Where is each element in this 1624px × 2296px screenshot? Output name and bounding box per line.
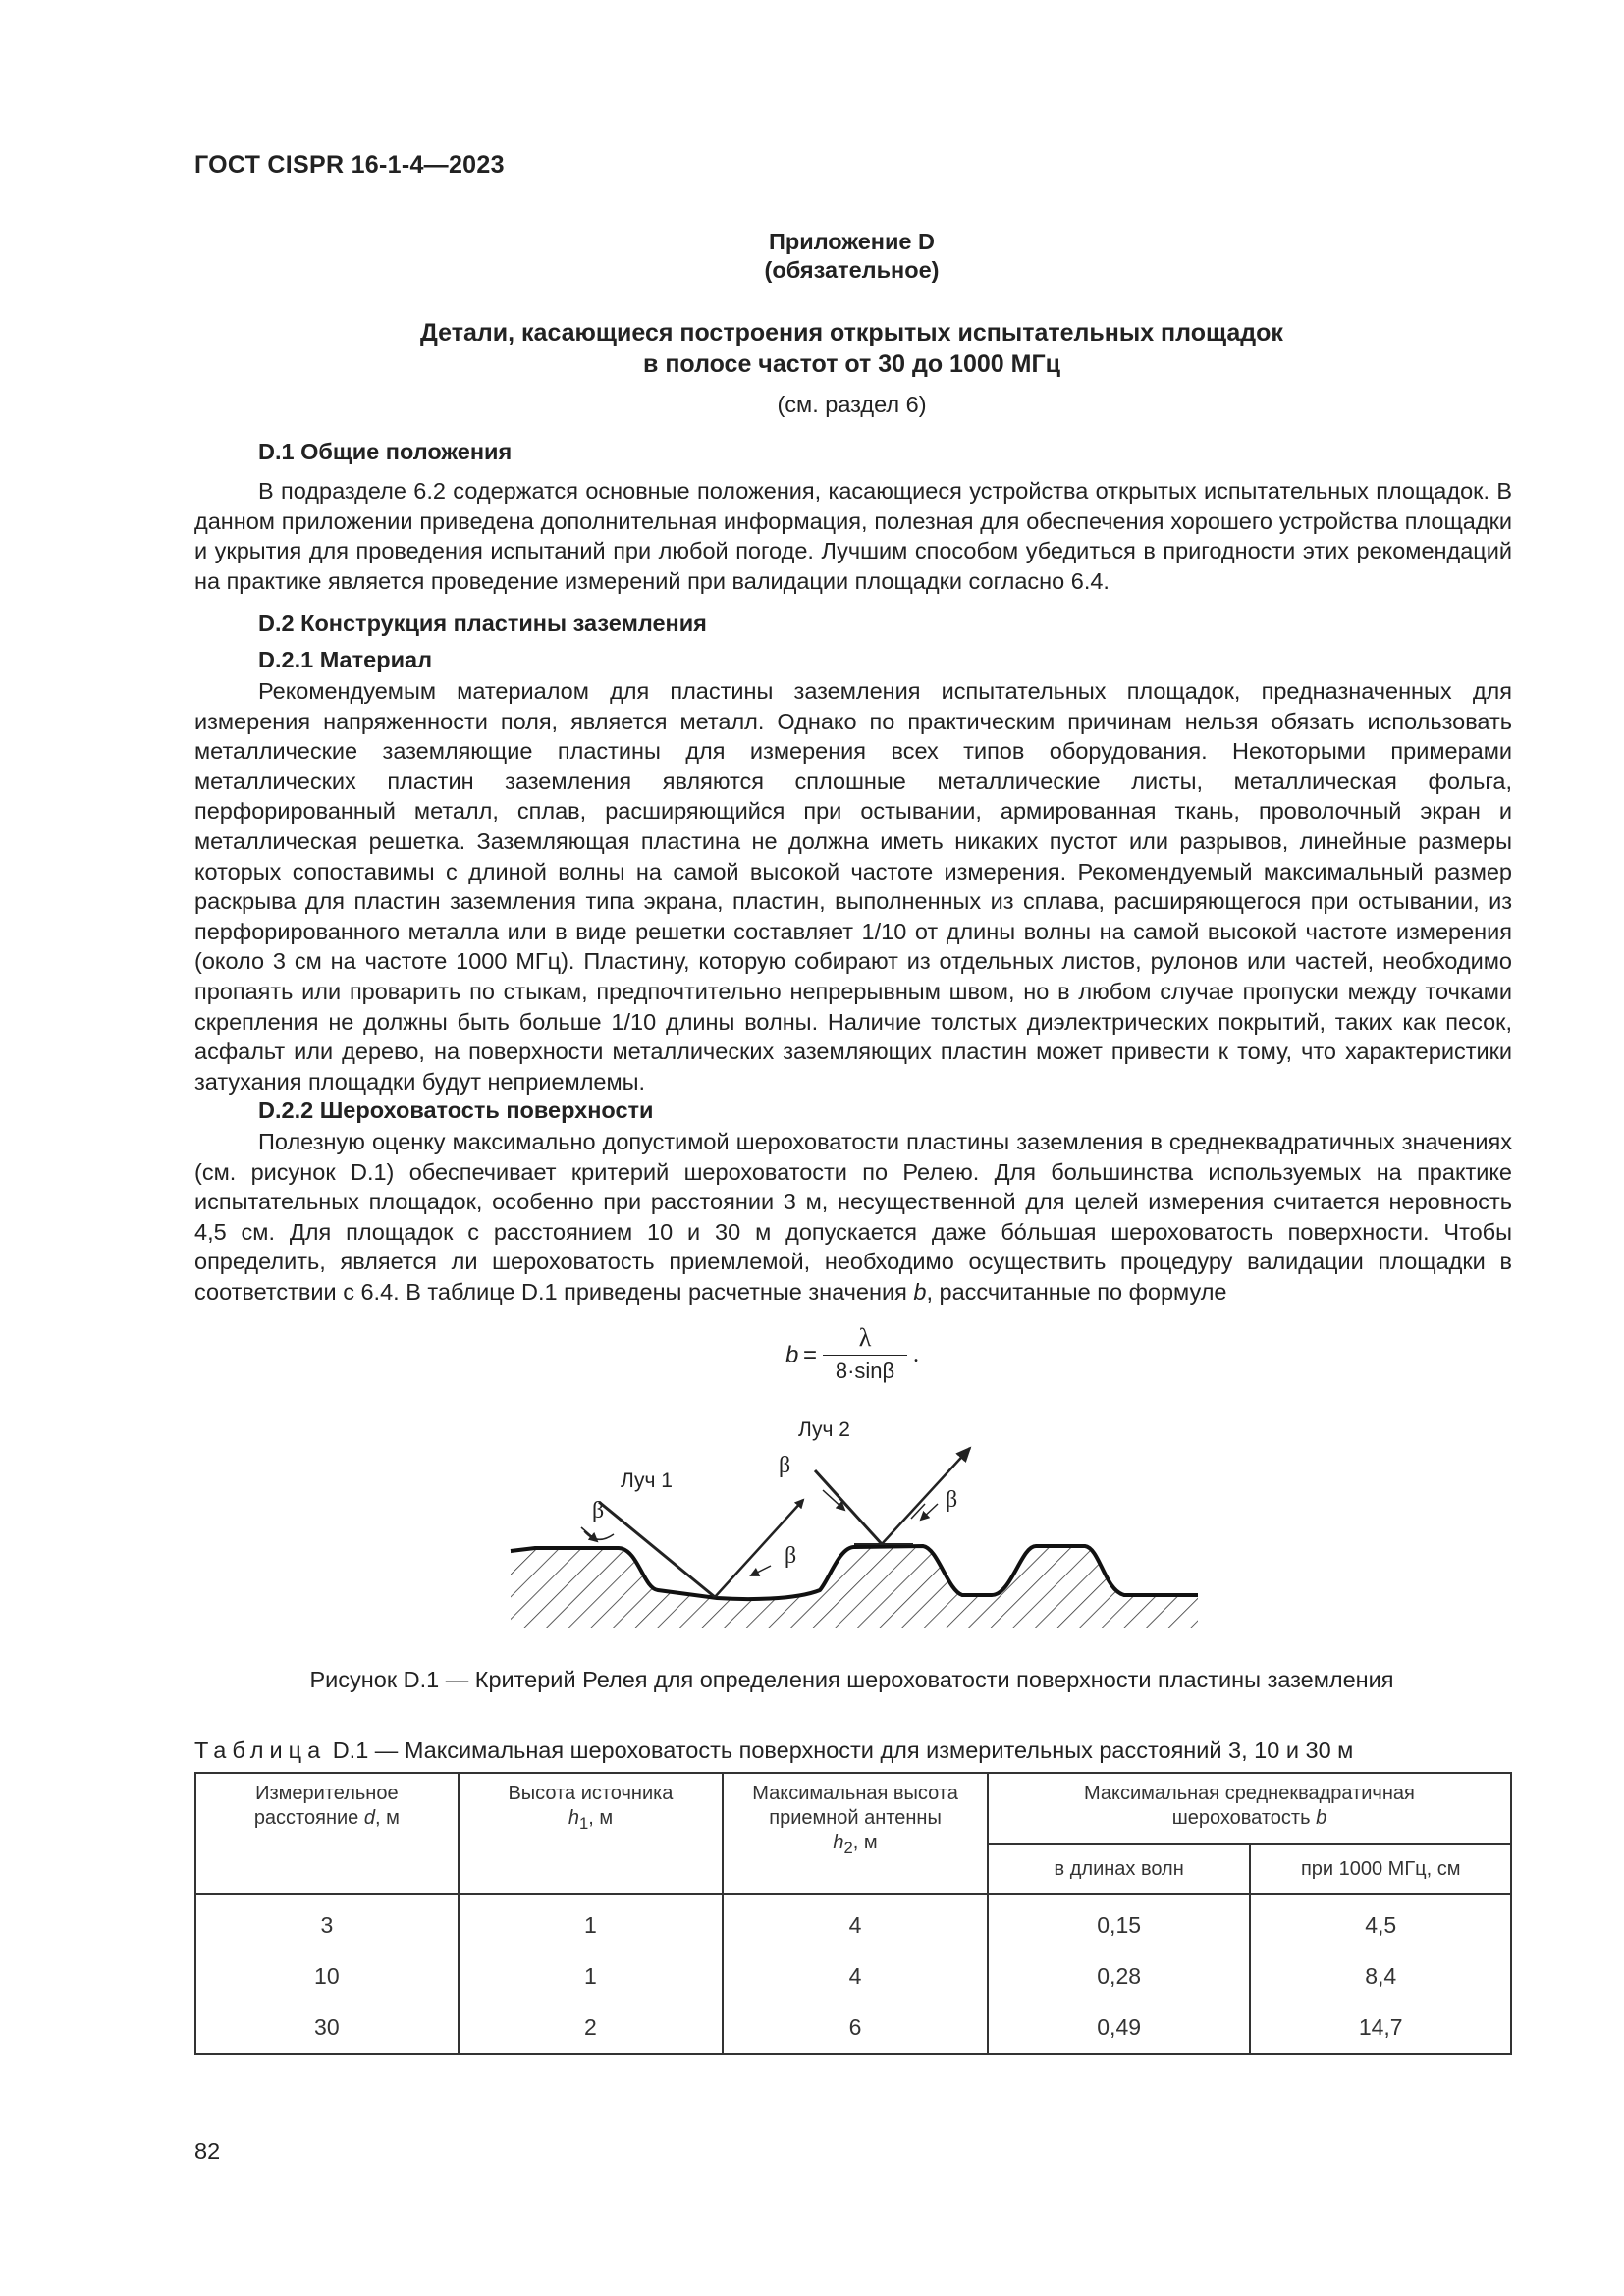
figure-caption: Рисунок D.1 — Критерий Релея для определения шероховатости поверхности пластины заземления (309, 1667, 1394, 1692)
cell: 10 (195, 1950, 459, 2002)
cell: 4,5 (1250, 1894, 1511, 1950)
cell: 6 (723, 2002, 988, 2054)
page-number: 82 (194, 2138, 221, 2163)
ground-surface (511, 1546, 1198, 1628)
formula-fraction-bar (823, 1355, 907, 1356)
cell: 0,28 (988, 1950, 1251, 2002)
cell: 2 (459, 2002, 724, 2054)
beta-label-4: β (946, 1487, 958, 1513)
beta-label-2: β (779, 1453, 791, 1478)
cell: 1 (459, 1950, 724, 2002)
formula-numerator: λ (858, 1323, 872, 1352)
table-row (195, 1950, 1511, 2002)
col-header-wavelengths: в длинах волн (988, 1844, 1251, 1894)
cell: 3 (195, 1894, 459, 1950)
col-header-roughness: Максимальная среднеквадратичная шероховатость b (988, 1773, 1511, 1844)
annex-label: Приложение D (769, 229, 935, 254)
section-d2-title: D.2 Конструкция пластины заземления (258, 611, 707, 636)
formula-equals: = (803, 1342, 818, 1368)
formula-denominator: 8·sinβ (835, 1359, 895, 1383)
ray1-label: Луч 1 (621, 1469, 673, 1492)
section-d1-text: В подразделе 6.2 содержатся основные положения, касающиеся устройства открытых испытательных площадок. В данном приложении приведена дополнительная информация, полезная для обеспечения хорошего устройства площадки и укрытия для проведения испытаний при любой погоде. Лучшим способом убедиться в пригодности этих рекомендаций на практике является проведение измерений при валидации площадки согласно 6.4. (194, 478, 1512, 594)
formula-lhs: b (785, 1342, 799, 1368)
cell: 30 (195, 2002, 459, 2054)
section-d21-title: D.2.1 Материал (258, 647, 433, 672)
cell: 4 (723, 1894, 988, 1950)
col-header-distance: Измерительное расстояние d, м (195, 1773, 459, 1894)
rayleigh-figure (491, 1394, 1218, 1629)
annex-reference: (см. раздел 6) (777, 392, 927, 417)
section-d22-text: Полезную оценку максимально допустимой шероховатости пластины заземления в среднеквадратичных значениях (см. рисунок D.1) обеспечивает критерий шероховатости по Релею. Для большинства используемых на практике испытательных площадок, особенно при расстоянии 3 м, несущественной для целей измерения считается неровность 4,5 см. Для площадок с расстоянием 10 и 30 м допускается даже бо́льшая шероховатость поверхности. Чтобы определить, является ли шероховатость приемлемой, необходимо осуществить процедуру валидации площадки в соответствии с 6.4. В таблице D.1 приведены расчетные значения b, рассчитанные по формуле (194, 1129, 1512, 1305)
ray2-label: Луч 2 (798, 1418, 850, 1441)
beta-label-1: β (592, 1498, 605, 1523)
annex-title-line2: в полосе частот от 30 до 1000 МГц (643, 350, 1060, 378)
table-row (195, 1894, 1511, 1950)
cell: 0,15 (988, 1894, 1251, 1950)
col-header-antenna-height: Максимальная высота приемной антенны $h_2$, м (723, 1773, 988, 1894)
cell: 14,7 (1250, 2002, 1511, 2054)
document-id: ГОСТ CISPR 16-1-4—2023 (194, 151, 505, 179)
section-d21-text: Рекомендуемым материалом для пластины заземления испытательных площадок, предназначенных для измерения напряженности поля, является металл. Однако по практическим причинам нельзя обязать использовать металлические заземляющие пластины для измерения всех типов оборудования. Некоторыми примерами металлических пластин заземления являются сплошные металлические листы, металлическая фольга, перфорированный металл, сплав, расширяющийся при остывании, армированная ткань, проволочный экран и металлическая решетка. Заземляющая пластина не должна иметь никаких пустот или разрывов, линейные размеры которых сопоставимы с длиной волны на самой высокой частоте измерения. Рекомендуемый максимальный размер раскрыва для пластин заземления типа экрана, пластин, выполненных из сплава, расширяющегося при остывании, из перфорированного металла или в виде решетки составляет 1/10 от длины волны на самой высокой частоте измерения (около 3 см на частоте 1000 МГц). Пластину, которую собирают из отдельных листов, рулонов или частей, необходимо пропаять или проварить по стыкам, предпочтительно непрерывным швом, но в любом случае пропуски между точками скрепления не должны быть больше 1/10 длины волны. Наличие толстых диэлектрических покрытий, таких как песок, асфальт или дерево, на поверхности металлических заземляющих пластин может привести к тому, что характеристики затухания площадки будут неприемлемы. (194, 678, 1512, 1095)
roughness-table (194, 1772, 1512, 2055)
section-d22-title: D.2.2 Шероховатость поверхности (258, 1097, 654, 1123)
section-d1-title: D.1 Общие положения (258, 439, 513, 464)
annex-status: (обязательное) (764, 257, 940, 283)
annex-title-line1: Детали, касающиеся построения открытых испытательных площадок (420, 319, 1283, 347)
table-row (195, 2002, 1511, 2054)
cell: 8,4 (1250, 1950, 1511, 2002)
cell: 1 (459, 1894, 724, 1950)
cell: 4 (723, 1950, 988, 2002)
formula-end: . (913, 1342, 919, 1367)
beta-label-3: β (785, 1543, 797, 1569)
table-title: Таблица D.1 — Максимальная шероховатость поверхности для измерительных расстояний 3, 10 и 30 м (194, 1737, 1354, 1763)
col-header-cm: при 1000 МГц, см (1250, 1844, 1511, 1894)
cell: 0,49 (988, 2002, 1251, 2054)
col-header-source-height: Высота источника $h_1$, м (459, 1773, 724, 1894)
